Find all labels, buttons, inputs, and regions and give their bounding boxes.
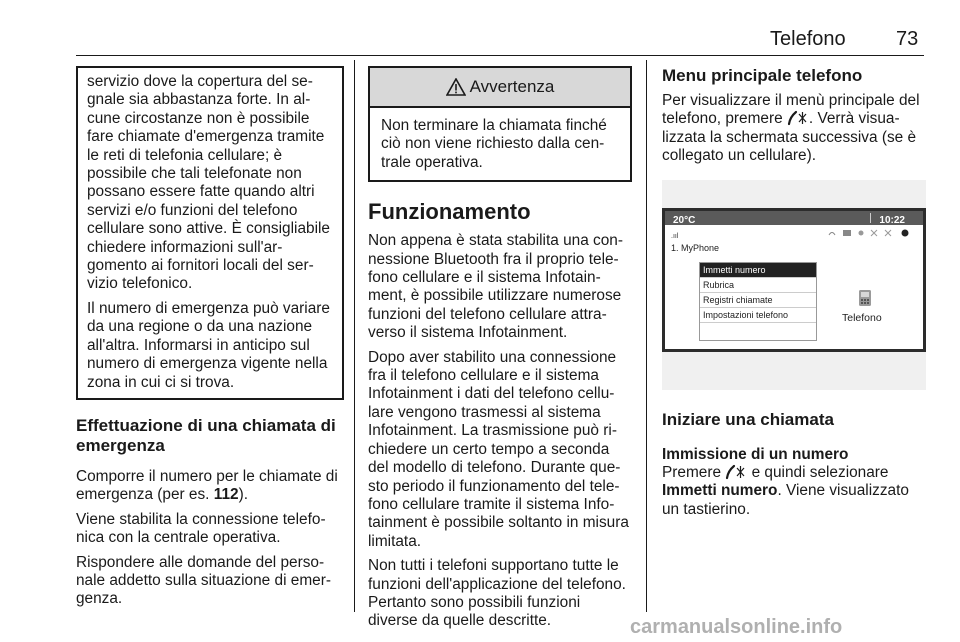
- column-1: [76, 66, 344, 615]
- paragraph: Per visualizzare il menù principale del telefono, premere . Verrà visualizzata la schermata successiva (se è collegato un cellulare).: [662, 92, 920, 165]
- phone-menu: [699, 262, 817, 341]
- infotainment-screenshot: [662, 180, 926, 390]
- paragraph: Rispondere alle domande del personale addetto sulla situazione di emergenza.: [76, 553, 331, 608]
- phone-button-icon: [787, 110, 809, 126]
- section-title: Telefono: [770, 28, 846, 50]
- signal-icon: .ııl: [671, 232, 679, 240]
- telefono-app-label: Telefono: [842, 311, 882, 324]
- box-paragraph: Il numero di emergenza può variare da una regione o da una nazione all'altra. Informarsi in anticipo sul numero di emergenza vigente nella zona in cui ci si trova.: [87, 299, 330, 391]
- status-icons: [827, 227, 911, 245]
- page-number: 73: [896, 28, 919, 50]
- paragraph: Comporre il numero per le chiamate di emergenza (per es. 112).: [76, 467, 338, 504]
- telefono-app-icon: [858, 289, 872, 307]
- paragraph: Viene stabilita la connessione telefonica con la centrale operativa.: [76, 510, 326, 547]
- immetti-numero-term: Immetti numero: [662, 482, 778, 500]
- phone-button-icon: [725, 464, 747, 480]
- paragraph: Dopo aver stabilito una connessione fra il telefono cellulare e il sistema Infotainment i dati del telefono cellulare vengono trasmessi al sistema Infotainment. La trasmissione può richiedere un certo tempo a seconda del modello di telefono. Durante questo periodo il funzionamento del telefono cellulare tramite il sistema Infotainment è possibile soltanto in misura limitata.: [368, 348, 629, 550]
- menu-item-registri-chiamate[interactable]: Registri chiamate: [700, 293, 816, 308]
- paragraph: Premere e quindi selezionare Immetti numero. Viene visualizzato un tastierino.: [662, 464, 909, 518]
- column-3: [662, 66, 928, 525]
- menu-item-immetti-numero[interactable]: Immetti numero: [700, 263, 816, 278]
- enter-number-subheading: Immissione di un numero: [662, 445, 849, 463]
- page-header: [0, 0, 960, 58]
- warning-text: Non terminare la chiamata finché ciò non viene richiesto dalla centrale operativa.: [381, 117, 607, 171]
- clock: 10:22: [879, 214, 905, 226]
- infotainment-screen: [662, 208, 926, 352]
- paragraph: Non appena è stata stabilita una connessione Bluetooth fra il proprio telefono cellulare e il sistema Infotainment, è possibile utilizzare numerose funzioni del telefono cellulare attraverso il sistema Infotainment.: [368, 232, 623, 342]
- warning-box: [368, 66, 632, 182]
- status-bar: [665, 211, 923, 225]
- watermark: carmanualsonline.info: [630, 616, 843, 638]
- warning-header: [370, 68, 630, 108]
- operation-heading: Funzionamento: [368, 199, 531, 225]
- column-2: [368, 66, 632, 637]
- box-paragraph: servizio dove la copertura del segnale sia abbastanza forte. In alcune circostanze non è possibile fare chiamate d'emergenza tramite le reti di telefonia cellulare; è possibile che tali telefonate non possano essere fatte quando altri servizi e/o funzioni del telefono cellulare sono attive. È consigliabile chiedere informazioni sull'argomento ai fornitori locali del servizio telefonico.: [87, 73, 330, 293]
- warning-title: Avvertenza: [469, 76, 555, 96]
- warning-triangle-icon: [446, 78, 466, 96]
- menu-item-impostazioni-telefono[interactable]: Impostazioni telefono: [700, 308, 816, 323]
- header-rule: [76, 55, 924, 56]
- connected-device: 1. MyPhone: [671, 242, 720, 253]
- column-divider: [354, 60, 355, 612]
- start-call-heading: Iniziare una chiamata: [662, 409, 834, 429]
- phone-main-menu-heading: Menu principale telefono: [662, 66, 863, 85]
- temperature: 20°C: [673, 214, 696, 226]
- column-divider: [646, 60, 647, 612]
- emergency-call-heading: Effettuazione di una chiamata di emergenza: [76, 415, 336, 455]
- paragraph: Non tutti i telefoni supportano tutte le funzioni dell'applicazione del telefono. Pertanto sono possibili funzioni diverse da quelle descritte.: [368, 557, 626, 630]
- emergency-number: 112: [213, 486, 239, 504]
- menu-item-rubrica[interactable]: Rubrica: [700, 278, 816, 293]
- emergency-note-box: [76, 66, 344, 400]
